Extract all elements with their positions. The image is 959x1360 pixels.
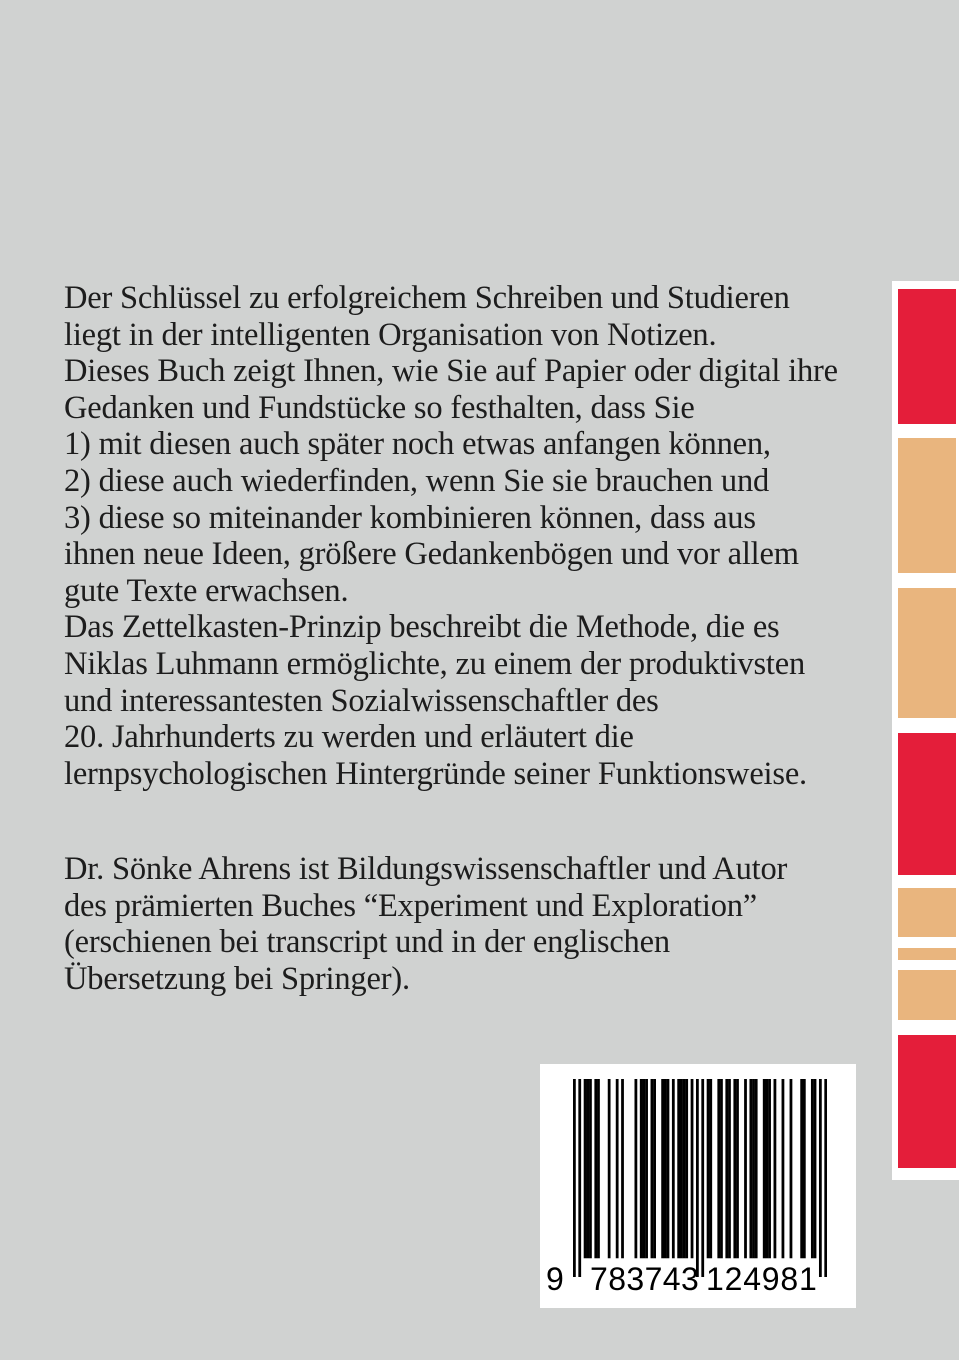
blurb-line: und interessantesten Sozialwissenschaftler des bbox=[64, 682, 659, 719]
barcode-bars bbox=[573, 1079, 827, 1277]
author-bio-text bbox=[64, 851, 787, 997]
blurb-line: Dieses Buch zeigt Ihnen, wie Sie auf Papier oder digital ihre bbox=[64, 353, 838, 390]
blurb-line: Niklas Luhmann ermöglichte, zu einem der produktivsten bbox=[64, 645, 806, 682]
barcode-panel bbox=[540, 1064, 856, 1308]
blurb-line: Der Schlüssel zu erfolgreichem Schreiben und Studieren bbox=[64, 280, 790, 316]
spine-block-6-tan bbox=[898, 948, 956, 960]
blurb-line: liegt in der intelligenten Organisation von Notizen. bbox=[64, 316, 717, 353]
spine-block-8-red bbox=[898, 1035, 956, 1168]
blurb-line: 20. Jahrhunderts zu werden und erläutert die bbox=[64, 719, 634, 756]
blurb-line: 3) diese so miteinander kombinieren können, dass aus bbox=[64, 499, 756, 536]
blurb-line: 2) diese auch wiederfinden, wenn Sie sie brauchen und bbox=[64, 462, 770, 499]
blurb-line: 1) mit diesen auch später noch etwas anfangen können, bbox=[64, 426, 771, 463]
barcode-leading-digit: 9 bbox=[546, 1261, 564, 1297]
spine-block-2-tan bbox=[898, 438, 956, 573]
spine-block-5-tan bbox=[898, 888, 956, 937]
blurb-line: gute Texte erwachsen. bbox=[64, 572, 349, 609]
barcode-left-digits: 783743 bbox=[590, 1261, 700, 1297]
barcode-number bbox=[540, 1263, 856, 1303]
blurb-line: Das Zettelkasten-Prinzip beschreibt die Methode, die es bbox=[64, 609, 780, 646]
spine-color-strip bbox=[892, 281, 959, 1180]
author-bio-line: Übersetzung bei Springer). bbox=[64, 960, 410, 997]
author-bio-line: (erschienen bei transcript und in der englischen bbox=[64, 924, 670, 961]
spine-block-1-red bbox=[898, 289, 956, 424]
author-bio-line: Dr. Sönke Ahrens ist Bildungswissenschaftler und Autor bbox=[64, 851, 788, 887]
blurb-line: lernpsychologischen Hintergründe seiner Funktionsweise. bbox=[64, 755, 807, 792]
spine-block-4-red bbox=[898, 733, 956, 875]
barcode-right-digits: 124981 bbox=[706, 1261, 818, 1297]
author-bio-line: des prämierten Buches “Experiment und Exploration” bbox=[64, 887, 758, 924]
blurb-line: Gedanken und Fundstücke so festhalten, dass Sie bbox=[64, 389, 695, 426]
spine-block-7-tan bbox=[898, 970, 956, 1020]
blurb-text bbox=[64, 280, 838, 792]
blurb-line: ihnen neue Ideen, größere Gedankenbögen und vor allem bbox=[64, 536, 799, 573]
spine-block-3-tan bbox=[898, 588, 956, 718]
